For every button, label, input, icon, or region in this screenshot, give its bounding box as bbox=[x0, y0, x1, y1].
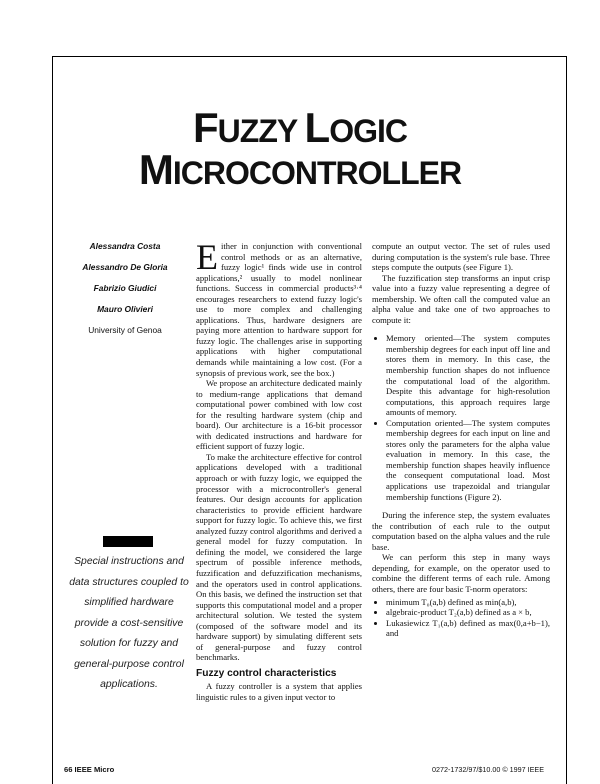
article-summary: Special instructions and data structures coupled to simplified hardware provide a cost-sensitive solution for fuzzy and general-purpose control applications. bbox=[69, 556, 189, 690]
body-column-1 bbox=[196, 237, 362, 703]
list-item: • Memory oriented—The system computes membership degrees for each input off line and stores them in memory. In this case, the membership function shapes do not influence the computational load of the algorithm. Despite this advantage for high-resolution computations, this approach requires large amounts of memory. bbox=[386, 333, 550, 417]
page-footer-right: 0272-1732/97/$10.00 © 1997 IEEE bbox=[432, 765, 544, 774]
list-item: • Computation oriented—The system computes membership degrees for each input on line and stores only the parameters for the alpha value evaluation in memory. In this case, the membership function shapes heavily influence the consequent computational load. Most applications use trapezoidal and triangular membership functions (Figure 2). bbox=[386, 418, 550, 502]
author-list bbox=[60, 241, 190, 336]
list-item: • minimum T₀(a,b) defined as min(a,b), bbox=[386, 597, 550, 608]
page-footer-left: 66 IEEE Micro bbox=[64, 765, 115, 774]
section-heading: Fuzzy control characteristics bbox=[196, 667, 337, 679]
list-item: • algebraic-product T₂(a,b) defined as a × b, bbox=[386, 607, 550, 618]
body-paragraph: During the inference step, the system evaluates the contribution of each rule to the output computation based on the alpha values and the rule base. bbox=[372, 510, 550, 552]
author-name: Alessandra Costa bbox=[89, 241, 161, 251]
body-paragraph: compute an output vector. The set of rules used during computation is the system's rule base. Three steps compute the outputs (see Figure 1). bbox=[372, 241, 550, 273]
body-paragraph: A fuzzy controller is a system that applies linguistic rules to a given input vector to bbox=[196, 681, 362, 702]
body-paragraph: The fuzzification step transforms an input crisp value into a fuzzy value representing a degree of membership. We often call the computed value an alpha value and take one of two approaches to compute it: bbox=[372, 272, 550, 325]
author-name: Mauro Olivieri bbox=[97, 304, 153, 314]
summary-marker-bar bbox=[103, 536, 153, 547]
affiliation: University of Genoa bbox=[88, 325, 162, 335]
approach-list bbox=[372, 333, 550, 502]
article-title-line1: FUZZY LOGIC bbox=[193, 104, 407, 151]
article-title-line2: MICROCONTROLLER bbox=[138, 146, 462, 193]
body-paragraph: We propose an architecture dedicated mainly to medium-range applications that demand computational power combined with low cost for the resulting hardware system (chip and board). Our architecture is a 16-bit processor with dedicated instructions and hardware for efficient support of fuzzy logic. bbox=[196, 378, 362, 452]
author-name: Alessandro De Gloria bbox=[82, 262, 168, 272]
body-paragraph: We can perform this step in many ways depending, for example, on the operator used to combine the different terms of each rule. Among others, there are four basic T-norm operators: bbox=[372, 552, 550, 594]
intro-paragraph: Either in conjunction with conventional control methods or as an alternative, fuzzy logic¹ finds wide use in control applications,² usually to model nonlinear functions. Success in commercial products³·⁴ encourages researchers to extend fuzzy logic's use to more complex and challenging applications. Thus, hardware designers are paying more attention to hardware support for fuzzy logic. The challenges arise in supporting applications with higher computational demands while maintaining a low cost. (For a synopsis of previous work, see the box.) bbox=[196, 237, 362, 378]
tnorm-list bbox=[372, 597, 550, 639]
author-name: Fabrizio Giudici bbox=[93, 283, 157, 293]
list-item: • Lukasiewicz T₁(a,b) defined as max(0,a+b−1), and bbox=[386, 618, 550, 639]
body-column-2 bbox=[372, 241, 550, 639]
body-paragraph: To make the architecture effective for control applications developed with a traditional approach or with fuzzy logic, we equipped the processor with a microcontroller's general features. Our design accounts for application characteristics to provide efficient hardware support for fuzzy logic. To achieve this, we first analyzed fuzzy control algorithms and derived a general model for fuzzy computation. In defining the model, we considered the large spectrum of possible inference methods, fuzzification and defuzzification mechanisms, and the operators used in control applications. On this basis, we defined the instruction set that supports this computational model and a proper architectural solution. We tested the system (composed of the software model and its hardware support) by simulating different sets of general-purpose and fuzzy control benchmarks. bbox=[196, 451, 362, 663]
drop-cap: E bbox=[196, 237, 218, 277]
